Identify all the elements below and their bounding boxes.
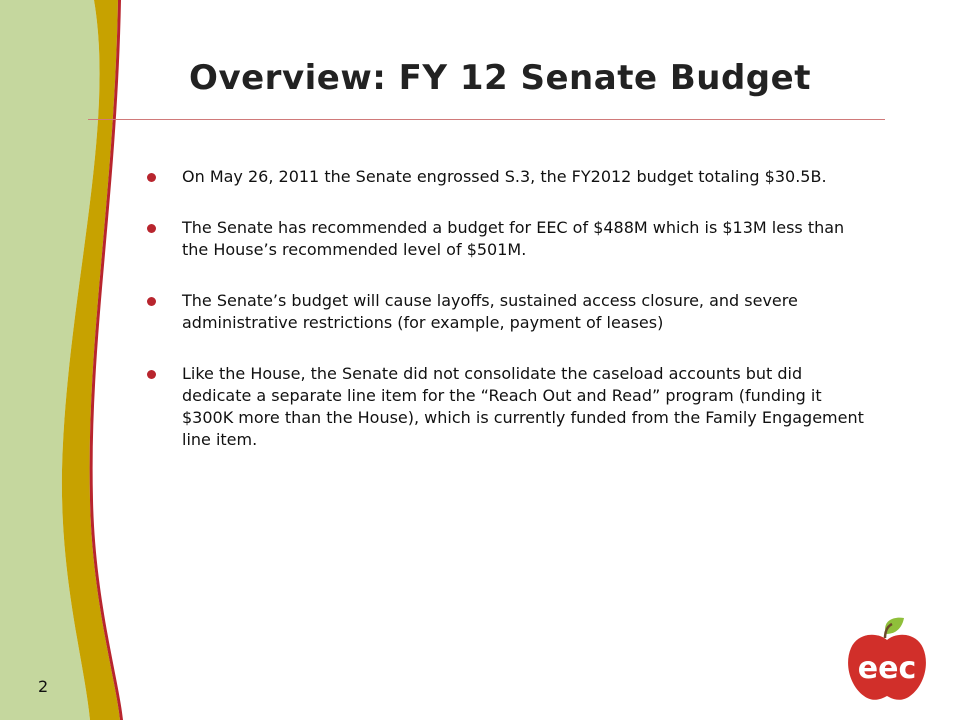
bullet-list [147,166,867,480]
bullet-dot-icon [147,224,156,233]
title-divider [88,119,885,120]
logo-text: eec [857,651,917,686]
bullet-item [147,363,867,451]
bullet-item [147,290,867,334]
slide-title: Overview: FY 12 Senate Budget [189,58,811,98]
bullet-item [147,166,867,188]
eec-apple-logo-icon [842,614,932,704]
bullet-item [147,217,867,261]
bullet-dot-icon [147,297,156,306]
bullet-text: On May 26, 2011 the Senate engrossed S.3, the FY2012 budget totaling $30.5B. [182,167,827,186]
bullet-text: Like the House, the Senate did not consolidate the caseload accounts but did dedicate a separate line item for the “Reach Out and Read” program (funding it $300K more than the House), which is currently funded from the Family Engagement line item. [182,364,864,449]
bullet-dot-icon [147,173,156,182]
bullet-dot-icon [147,370,156,379]
bullet-text: The Senate’s budget will cause layoffs, sustained access closure, and severe administrative restrictions (for example, payment of leases) [182,291,798,332]
page-number: 2 [38,677,49,696]
bullet-text: The Senate has recommended a budget for EEC of $488M which is $13M less than the House’s recommended level of $501M. [182,218,845,259]
